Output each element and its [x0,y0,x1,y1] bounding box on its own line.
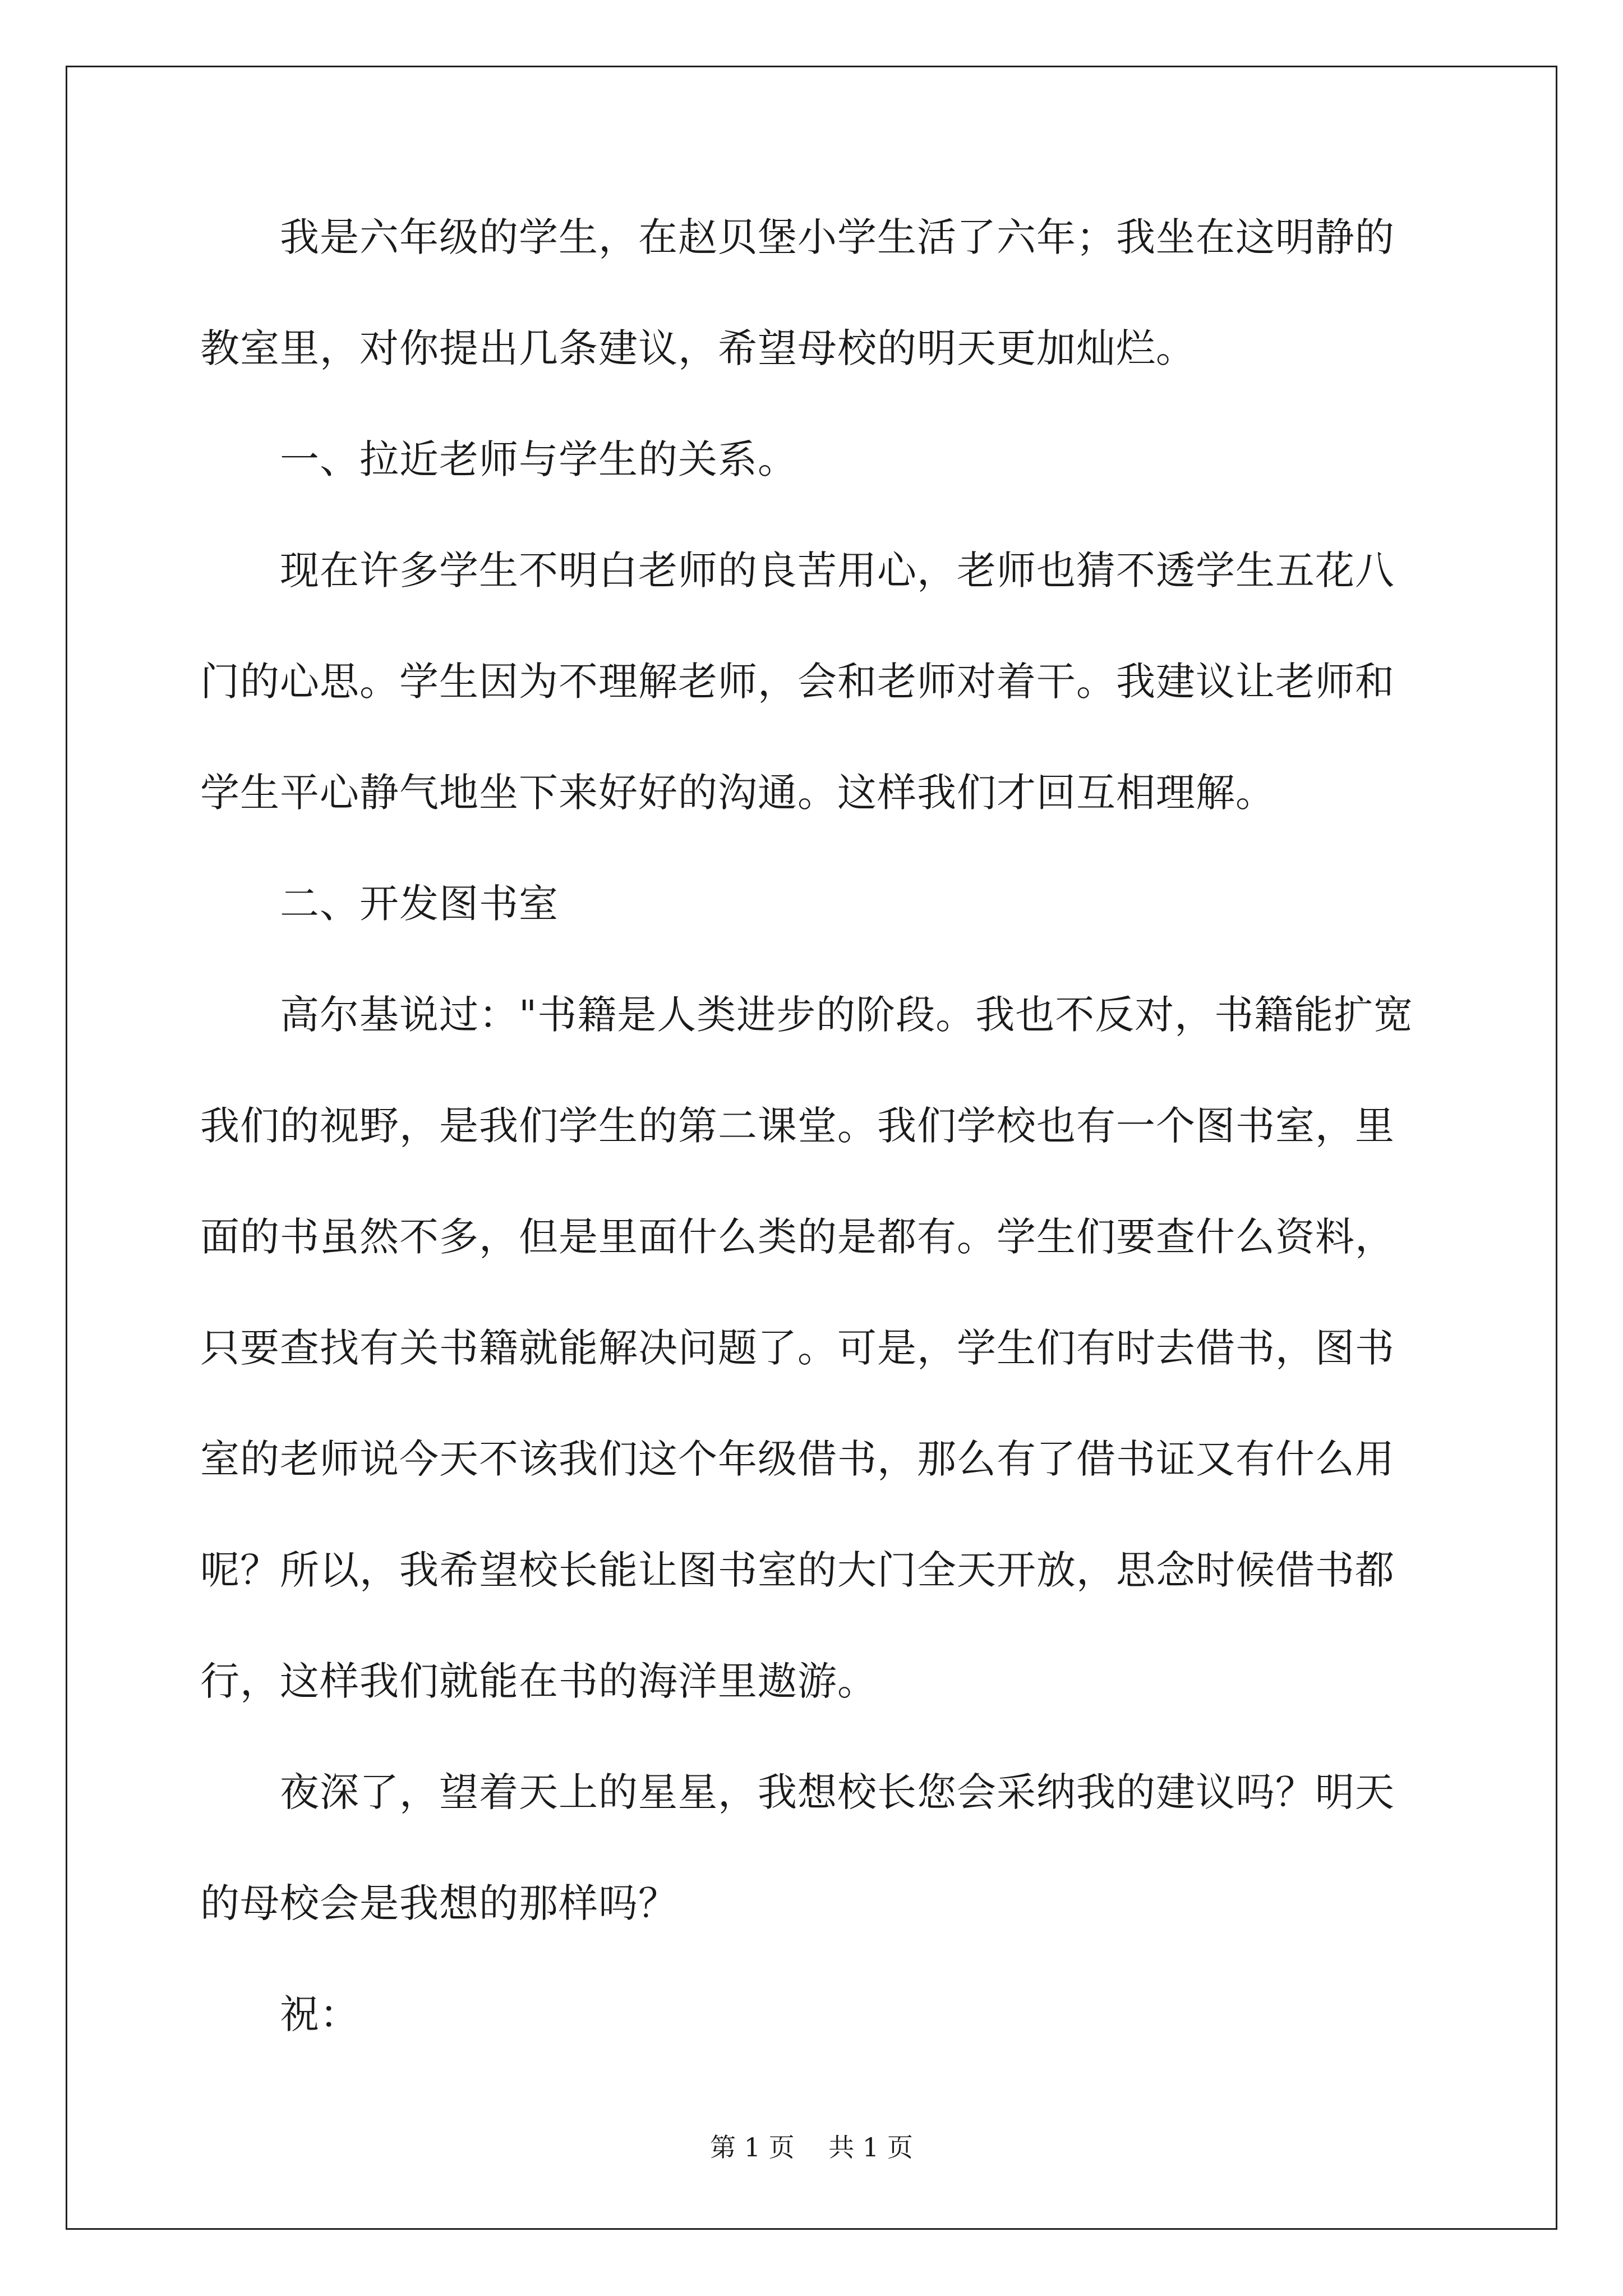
text-line: 我是六年级的学生，在赵贝堡小学生活了六年；我坐在这明静的 [200,214,1395,260]
text-line: 高尔基说过："书籍是人类进步的阶段。我也不反对，书籍能扩宽 [200,992,1414,1038]
text-line: 行，这样我们就能在书的海洋里遨游。 [200,1658,877,1704]
text-line: 只要查找有关书籍就能解决问题了。可是，学生们有时去借书，图书 [200,1325,1395,1371]
text-line: 教室里，对你提出几条建议，希望母校的明天更加灿烂。 [200,325,1196,371]
text-line: 室的老师说今天不该我们这个年级借书，那么有了借书证又有什么用 [200,1436,1395,1482]
text-line: 学生平心静气地坐下来好好的沟通。这样我们才回互相理解。 [200,770,1275,816]
section-heading: 二、开发图书室 [200,881,559,927]
text-line: 面的书虽然不多，但是里面什么类的是都有。学生们要查什么资料， [200,1214,1395,1260]
text-line: 门的心思。学生因为不理解老师，会和老师对着干。我建议让老师和 [200,659,1395,705]
text-line: 我们的视野，是我们学生的第二课堂。我们学校也有一个图书室，里 [200,1103,1395,1149]
page-number: 第 1 页 共 1 页 [710,2132,913,2162]
text-line: 现在许多学生不明白老师的良苦用心，老师也猜不透学生五花八 [200,547,1395,593]
text-line: 呢？所以，我希望校长能让图书室的大门全天开放，思念时候借书都 [200,1547,1395,1593]
text-line: 夜深了，望着天上的星星，我想校长您会采纳我的建议吗？明天 [200,1769,1395,1815]
section-heading: 一、拉近老师与学生的关系。 [200,436,797,482]
closing-salutation: 祝： [200,1991,359,2037]
text-line: 的母校会是我想的那样吗？ [200,1880,678,1926]
